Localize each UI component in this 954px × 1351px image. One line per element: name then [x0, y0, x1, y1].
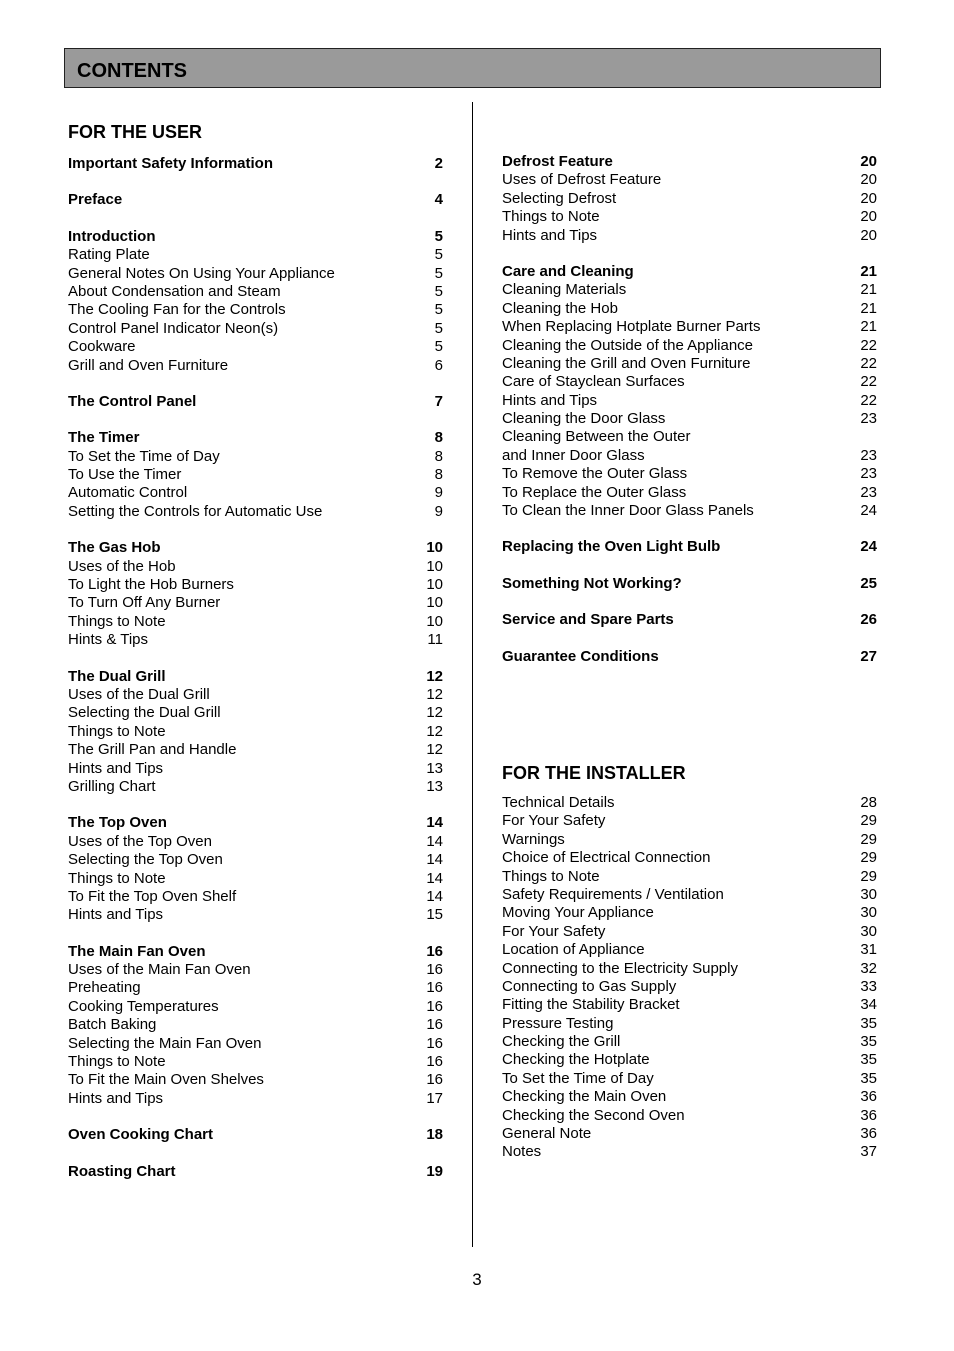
toc-entry: [502, 465, 877, 483]
toc-entry-label: Important Safety Information: [68, 155, 274, 172]
toc-entry-label: Cleaning the Door Glass: [502, 410, 666, 428]
toc-entry-page: 6: [434, 356, 443, 374]
toc-entry-page: 36: [860, 1106, 877, 1124]
toc-entry-page: 30: [860, 885, 877, 903]
toc-entry-page: 23: [860, 446, 877, 464]
toc-entry: [68, 704, 443, 722]
toc-entry: [68, 1016, 443, 1034]
toc-entry: [68, 576, 443, 594]
toc-entry-page: 22: [860, 391, 877, 409]
toc-entry-label: The Main Fan Oven: [68, 942, 206, 960]
toc-entry-page: 18: [426, 1126, 443, 1144]
toc-entry-label: Preheating: [68, 979, 141, 997]
toc-section-title: [68, 814, 443, 832]
toc-entry-page: 16: [426, 1071, 443, 1089]
toc-entry-page: 29: [860, 867, 877, 885]
toc-entry: [502, 812, 877, 830]
installer-heading: FOR THE INSTALLER: [502, 763, 686, 783]
toc-entry-page: 8: [434, 447, 443, 465]
toc-entry: [68, 301, 443, 319]
toc-entry-page: 21: [860, 299, 877, 317]
toc-entry-label: Checking the Main Oven: [502, 1088, 667, 1106]
toc-entry-page: 20: [860, 153, 877, 170]
toc-section: [502, 153, 877, 245]
toc-entry-page: 12: [426, 685, 443, 703]
toc-entry: [502, 1051, 877, 1069]
toc-entry: [68, 466, 443, 484]
toc-entry-page: 30: [860, 922, 877, 940]
toc-entry-page: 26: [860, 611, 877, 629]
toc-entry: [68, 833, 443, 851]
toc-entry-label: Things to Note: [502, 867, 600, 885]
toc-entry-page: 21: [860, 281, 877, 299]
toc-entry: [68, 851, 443, 869]
toc-entry-page: 5: [434, 319, 443, 337]
toc-entry: [502, 171, 877, 189]
toc-entry-label: Moving Your Appliance: [502, 904, 654, 922]
toc-entry-label: Hints and Tips: [68, 759, 164, 777]
toc-entry: [502, 318, 877, 336]
toc-entry-page: 8: [434, 429, 443, 447]
toc-entry-label: Selecting the Top Oven: [68, 851, 223, 869]
toc-entry-label: Cleaning Between the Outer: [502, 428, 691, 446]
toc-entry-label: Safety Requirements / Ventilation: [502, 885, 724, 903]
toc-entry-page: 27: [860, 647, 877, 665]
toc-entry-label: Uses of the Dual Grill: [68, 685, 210, 703]
contents-banner: [64, 48, 881, 88]
toc-entry-label: To Light the Hob Burners: [68, 576, 234, 594]
toc-entry: [68, 998, 443, 1016]
toc-entry: [502, 831, 877, 849]
toc-entry: [502, 978, 877, 996]
toc-entry: [68, 338, 443, 356]
toc-entry: [68, 631, 443, 649]
toc-entry-label: Location of Appliance: [502, 941, 645, 959]
toc-section: [68, 943, 443, 1109]
toc-section: [502, 611, 877, 629]
toc-entry-page: 16: [426, 1016, 443, 1034]
toc-section: [68, 539, 443, 649]
toc-entry-label: General Notes On Using Your Appliance: [68, 264, 335, 282]
toc-entry-page: 22: [860, 373, 877, 391]
toc-section: [502, 575, 877, 593]
toc-entry: [502, 1143, 877, 1161]
toc-entry-page: 5: [434, 227, 443, 245]
toc-entry-label: To Fit the Top Oven Shelf: [68, 887, 237, 905]
toc-entry: [502, 886, 877, 904]
toc-entry-page: 34: [860, 996, 877, 1014]
toc-section-title: [502, 575, 877, 593]
toc-entry-page: 24: [860, 538, 877, 556]
toc-section-title: [68, 429, 443, 447]
toc-entry-label: Cookware: [68, 338, 136, 356]
toc-entry: [502, 941, 877, 959]
toc-entry-label: Care of Stayclean Surfaces: [502, 373, 685, 391]
toc-entry-page: [847, 428, 877, 446]
toc-entry-page: 31: [860, 941, 877, 959]
toc-entry: [68, 246, 443, 264]
toc-entry: [502, 1088, 877, 1106]
toc-entry-page: 36: [860, 1088, 877, 1106]
toc-entry-label: Automatic Control: [68, 484, 188, 502]
toc-entry-label: Defrost Feature: [502, 153, 613, 170]
toc-entry: [68, 778, 443, 796]
toc-section: [68, 814, 443, 924]
toc-entry: [68, 906, 443, 924]
toc-entry: [68, 320, 443, 338]
toc-entry-label: Selecting the Main Fan Oven: [68, 1034, 262, 1052]
toc-entry-page: 13: [426, 777, 443, 795]
user-column: [68, 120, 443, 1199]
toc-entry: [502, 1107, 877, 1125]
toc-entry-page: 14: [426, 851, 443, 869]
toc-section: [68, 1163, 443, 1181]
toc-entry-label: Uses of the Main Fan Oven: [68, 961, 251, 979]
toc-section-title: [502, 611, 877, 629]
toc-entry-label: Hints & Tips: [68, 631, 149, 649]
toc-entry: [68, 1035, 443, 1053]
toc-entry-label: The Dual Grill: [68, 667, 166, 685]
toc-entry-page: 10: [426, 539, 443, 557]
toc-entry: [502, 190, 877, 208]
toc-entry-label: The Gas Hob: [68, 539, 161, 557]
toc-section-title: [68, 668, 443, 686]
toc-entry: [502, 868, 877, 886]
toc-entry-label: Grill and Oven Furniture: [68, 356, 229, 374]
toc-entry-page: 12: [426, 741, 443, 759]
toc-entry-page: 5: [434, 301, 443, 319]
toc-entry: [502, 227, 877, 245]
toc-entry-label: Things to Note: [68, 722, 166, 740]
toc-entry-page: 13: [426, 759, 443, 777]
toc-entry-label: Something Not Working?: [502, 574, 682, 592]
toc-entry-page: 7: [434, 392, 443, 410]
toc-entry-label: Grilling Chart: [68, 777, 156, 795]
toc-section-title: [502, 153, 877, 171]
toc-entry-page: 35: [860, 1069, 877, 1087]
toc-section: [68, 668, 443, 797]
toc-entry: [502, 410, 877, 428]
toc-entry-page: 12: [426, 722, 443, 740]
installer-toc-list: [502, 794, 877, 1162]
toc-entry: [68, 357, 443, 375]
toc-entry-page: 23: [860, 483, 877, 501]
toc-section-title: [68, 155, 443, 173]
toc-entry: [68, 283, 443, 301]
toc-entry-page: 5: [434, 338, 443, 356]
toc-entry-page: 33: [860, 977, 877, 995]
toc-entry: [502, 484, 877, 502]
toc-entry-label: Things to Note: [68, 869, 166, 887]
toc-entry-page: 22: [860, 336, 877, 354]
toc-entry-page: 28: [860, 794, 877, 811]
toc-section: [68, 228, 443, 375]
toc-entry-label: Preface: [68, 191, 123, 209]
toc-entry-page: 30: [860, 904, 877, 922]
toc-entry-page: 2: [434, 155, 443, 172]
toc-entry: [502, 208, 877, 226]
toc-section-title: [502, 648, 877, 666]
toc-entry-label: Hints and Tips: [68, 1089, 164, 1107]
toc-section-title: [68, 1163, 443, 1181]
toc-entry-label: Oven Cooking Chart: [68, 1126, 214, 1144]
toc-entry-label: Hints and Tips: [502, 391, 598, 409]
toc-entry: [68, 448, 443, 466]
toc-entry: [68, 265, 443, 283]
toc-entry-label: Choice of Electrical Connection: [502, 849, 711, 867]
toc-entry-label: Warnings: [502, 830, 565, 848]
toc-entry-label: Care and Cleaning: [502, 262, 634, 280]
toc-entry-label: When Replacing Hotplate Burner Parts: [502, 318, 761, 336]
toc-entry-page: 35: [860, 1014, 877, 1032]
toc-entry-page: 24: [860, 502, 877, 520]
toc-entry-label: Things to Note: [68, 1053, 166, 1071]
toc-entry-page: 25: [860, 574, 877, 592]
toc-entry-label: To Turn Off Any Burner: [68, 594, 221, 612]
toc-entry-label: and Inner Door Glass: [502, 446, 645, 464]
toc-entry-label: Pressure Testing: [502, 1014, 614, 1032]
toc-entry-page: 12: [426, 704, 443, 722]
toc-entry-page: 16: [426, 961, 443, 979]
toc-entry-label: Checking the Second Oven: [502, 1106, 685, 1124]
toc-entry-label: Cleaning the Hob: [502, 299, 618, 317]
toc-entry: [502, 849, 877, 867]
toc-entry-label: Control Panel Indicator Neon(s): [68, 319, 279, 337]
toc-entry: [502, 392, 877, 410]
toc-entry: [502, 281, 877, 299]
installer-block: [502, 761, 877, 1162]
toc-entry-page: 16: [426, 997, 443, 1015]
toc-entry-label: To Set the Time of Day: [68, 447, 220, 465]
toc-entry: [68, 558, 443, 576]
user-toc-list-continued: [502, 153, 877, 666]
toc-entry-page: 5: [434, 246, 443, 264]
user-toc-list: [68, 155, 443, 1181]
toc-entry-label: Rating Plate: [68, 246, 150, 264]
toc-entry-label: To Remove the Outer Glass: [502, 465, 688, 483]
toc-entry-page: 9: [434, 502, 443, 520]
toc-entry-page: 4: [434, 191, 443, 209]
toc-entry-label: Cleaning the Outside of the Appliance: [502, 336, 754, 354]
toc-entry-label: Uses of Defrost Feature: [502, 171, 662, 189]
toc-entry: [502, 447, 877, 465]
toc-entry-label: For Your Safety: [502, 922, 606, 940]
toc-entry: [68, 1090, 443, 1108]
toc-entry-label: Batch Baking: [68, 1016, 157, 1034]
toc-entry-label: Replacing the Oven Light Bulb: [502, 538, 721, 556]
toc-entry-label: Things to Note: [502, 208, 600, 226]
toc-entry-label: Uses of the Top Oven: [68, 832, 212, 850]
toc-section: [68, 429, 443, 521]
toc-entry-page: 10: [426, 594, 443, 612]
toc-entry-label: To Clean the Inner Door Glass Panels: [502, 502, 754, 520]
toc-entry-page: 16: [426, 1053, 443, 1071]
toc-entry-label: General Note: [502, 1125, 592, 1143]
toc-section-title: [68, 393, 443, 411]
toc-entry-page: 8: [434, 466, 443, 484]
toc-section-title: [502, 263, 877, 281]
toc-section-title: [68, 539, 443, 557]
toc-entry-label: The Top Oven: [68, 814, 167, 832]
toc-entry-label: Connecting to Gas Supply: [502, 977, 677, 995]
toc-entry-label: To Use the Timer: [68, 466, 182, 484]
toc-entry-page: 22: [860, 354, 877, 372]
toc-section: [68, 1126, 443, 1144]
toc-entry-page: 21: [860, 318, 877, 336]
toc-entry: [502, 923, 877, 941]
toc-entry: [68, 979, 443, 997]
toc-entry: [502, 355, 877, 373]
toc-entry-page: 15: [426, 906, 443, 924]
toc-section-title: [502, 538, 877, 556]
toc-entry-page: 23: [860, 465, 877, 483]
toc-entry: [502, 373, 877, 391]
toc-entry-label: Guarantee Conditions: [502, 647, 659, 665]
toc-entry-page: 10: [426, 557, 443, 575]
toc-entry: [502, 1015, 877, 1033]
toc-entry-page: 14: [426, 832, 443, 850]
toc-entry: [502, 794, 877, 812]
toc-entry-label: The Timer: [68, 429, 140, 447]
toc-section-title: [68, 228, 443, 246]
toc-entry-page: 36: [860, 1125, 877, 1143]
toc-entry-page: 10: [426, 612, 443, 630]
toc-section: [68, 191, 443, 209]
toc-entry-page: 20: [860, 226, 877, 244]
toc-entry-page: 9: [434, 484, 443, 502]
toc-entry-page: 5: [434, 282, 443, 300]
column-divider: [472, 102, 473, 1247]
page-title: CONTENTS: [77, 60, 187, 82]
toc-section: [68, 155, 443, 173]
toc-entry-label: To Fit the Main Oven Shelves: [68, 1071, 264, 1089]
toc-entry-page: 29: [860, 830, 877, 848]
toc-entry-label: Checking the Hotplate: [502, 1051, 650, 1069]
toc-section: [502, 263, 877, 520]
toc-entry-page: 14: [426, 869, 443, 887]
toc-section-title: [68, 191, 443, 209]
toc-entry-label: Selecting the Dual Grill: [68, 704, 221, 722]
toc-entry: [502, 428, 877, 446]
toc-entry: [502, 1033, 877, 1051]
toc-entry-page: 20: [860, 189, 877, 207]
toc-entry: [502, 1125, 877, 1143]
toc-section-title: [68, 1126, 443, 1144]
toc-entry-label: Connecting to the Electricity Supply: [502, 959, 738, 977]
toc-entry-label: Roasting Chart: [68, 1162, 176, 1180]
toc-entry-page: 16: [426, 942, 443, 960]
toc-entry-page: 20: [860, 171, 877, 189]
toc-entry-page: 16: [426, 1034, 443, 1052]
toc-entry: [502, 1070, 877, 1088]
right-column: [502, 153, 877, 1161]
toc-entry: [68, 594, 443, 612]
toc-entry-label: Fitting the Stability Bracket: [502, 996, 680, 1014]
toc-entry-label: Technical Details: [502, 794, 615, 811]
toc-entry: [502, 904, 877, 922]
toc-entry: [68, 613, 443, 631]
toc-entry: [502, 337, 877, 355]
toc-entry-label: Notes: [502, 1143, 542, 1161]
toc-entry-page: 20: [860, 208, 877, 226]
toc-entry-label: Cleaning the Grill and Oven Furniture: [502, 354, 751, 372]
toc-entry-label: The Grill Pan and Handle: [68, 741, 237, 759]
toc-entry: [68, 870, 443, 888]
toc-entry-label: The Control Panel: [68, 392, 197, 410]
toc-entry: [68, 484, 443, 502]
toc-entry-label: Introduction: [68, 227, 156, 245]
toc-entry-page: 16: [426, 979, 443, 997]
toc-entry: [502, 300, 877, 318]
toc-entry-label: Selecting Defrost: [502, 189, 617, 207]
toc-entry-page: 35: [860, 1051, 877, 1069]
toc-entry-label: Hints and Tips: [502, 226, 598, 244]
toc-entry-label: The Cooling Fan for the Controls: [68, 301, 286, 319]
toc-entry-page: 37: [860, 1143, 877, 1161]
toc-entry-label: Things to Note: [68, 612, 166, 630]
toc-entry-label: To Set the Time of Day: [502, 1069, 654, 1087]
toc-entry: [68, 1053, 443, 1071]
toc-entry: [68, 961, 443, 979]
toc-entry-label: Hints and Tips: [68, 906, 164, 924]
toc-entry-page: 5: [434, 264, 443, 282]
toc-entry: [68, 888, 443, 906]
toc-entry: [502, 996, 877, 1014]
toc-entry-label: Checking the Grill: [502, 1033, 621, 1051]
toc-entry-page: 21: [860, 262, 877, 280]
toc-entry: [68, 723, 443, 741]
toc-entry: [502, 960, 877, 978]
toc-entry-label: Uses of the Hob: [68, 557, 176, 575]
toc-entry-label: Setting the Controls for Automatic Use: [68, 502, 323, 520]
toc-entry: [68, 1071, 443, 1089]
toc-entry-label: Service and Spare Parts: [502, 611, 674, 629]
toc-entry-label: For Your Safety: [502, 812, 606, 830]
toc-entry: [68, 503, 443, 521]
toc-entry-page: 17: [426, 1089, 443, 1107]
page-number: 3: [472, 1270, 482, 1289]
toc-entry-label: About Condensation and Steam: [68, 282, 281, 300]
toc-entry-page: 35: [860, 1033, 877, 1051]
toc-section: [68, 393, 443, 411]
toc-entry: [68, 741, 443, 759]
toc-entry-label: Cleaning Materials: [502, 281, 627, 299]
toc-section: [502, 538, 877, 556]
toc-entry-page: 14: [426, 814, 443, 832]
toc-section-title: [68, 943, 443, 961]
toc-entry-page: 29: [860, 849, 877, 867]
toc-entry-page: 12: [426, 667, 443, 685]
toc-entry-page: 10: [426, 576, 443, 594]
toc-entry: [68, 760, 443, 778]
toc-entry-page: 11: [427, 631, 443, 649]
toc-entry-page: 32: [860, 959, 877, 977]
user-heading: FOR THE USER: [68, 122, 203, 142]
toc-section: [502, 648, 877, 666]
toc-entry: [68, 686, 443, 704]
toc-entry-page: 19: [426, 1162, 443, 1180]
toc-entry-label: To Replace the Outer Glass: [502, 483, 687, 501]
toc-entry-label: Cooking Temperatures: [68, 997, 219, 1015]
toc-entry-page: 29: [860, 812, 877, 830]
toc-entry: [502, 502, 877, 520]
toc-entry-page: 14: [426, 887, 443, 905]
toc-entry-page: 23: [860, 410, 877, 428]
